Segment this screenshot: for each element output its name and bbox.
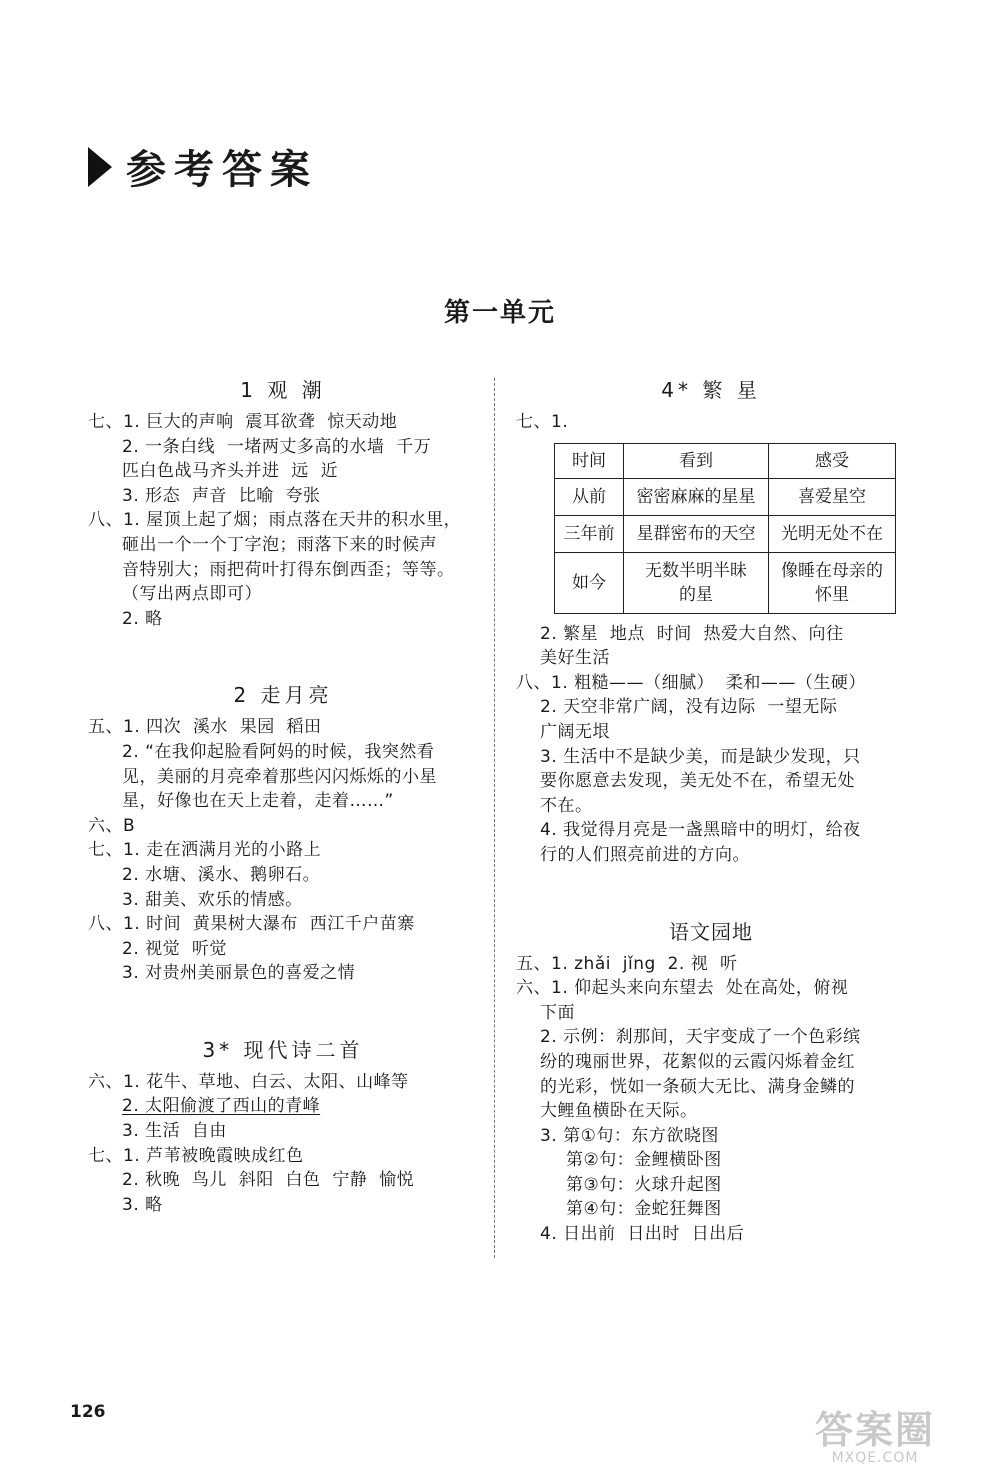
section-title-guanchao: 1 观 潮 <box>240 378 326 402</box>
answer-line: 纷的瑰丽世界，花絮似的云霞闪烁着金红 <box>540 1051 855 1072</box>
answer-line: 七、1. 巨大的声响 震耳欲聋 惊天动地 <box>88 412 398 432</box>
underlined-answer: 2. 太阳偷渡了西山的青峰 <box>122 1096 321 1117</box>
answer-line: 八、1. 粗糙——（细腻） 柔和——（生硬） <box>516 672 866 693</box>
answer-line: 五、1. zhǎi jǐng 2. 视 听 <box>516 953 738 974</box>
answer-line: 2. 示例：刹那间，天宇变成了一个色彩缤 <box>540 1027 861 1048</box>
answer-line: 2. 一条白线 一堵两丈多高的水墙 千万 <box>122 436 432 457</box>
table-cell: 像睡在母亲的 怀里 <box>769 552 896 613</box>
answer-line: 行的人们照亮前进的方向。 <box>540 844 750 865</box>
table-row <box>555 478 896 515</box>
table-cell: 星群密布的天空 <box>624 515 769 552</box>
table-row <box>555 443 896 478</box>
table-cell: 从前 <box>555 478 624 515</box>
table-cell: 光明无处不在 <box>769 515 896 552</box>
answer-line: 3. 对贵州美丽景色的喜爱之情 <box>122 963 356 984</box>
unit-title: 第一单元 <box>443 298 556 328</box>
table-cell: 时间 <box>555 443 624 478</box>
answer-line: 五、1. 四次 溪水 果园 稻田 <box>88 717 322 738</box>
table-cell: 如今 <box>555 552 624 613</box>
answer-line: 六、1. 仰起头来向东望去 处在高处，俯视 <box>516 978 849 999</box>
answer-line: 第②句：金鲤横卧图 <box>566 1150 722 1171</box>
table-cell: 密密麻麻的星星 <box>624 478 769 515</box>
answer-line: 4. 我觉得月亮是一盏黑暗中的明灯，给夜 <box>540 820 861 841</box>
answer-line: 2. “在我仰起脸看阿妈的时候，我突然看 <box>122 741 435 762</box>
answer-line: 七、1. <box>516 412 569 432</box>
answer-line: 第④句：金蛇狂舞图 <box>566 1199 722 1220</box>
section-title-zouyueliang: 2 走月亮 <box>233 683 333 708</box>
answer-line: 3. 略 <box>122 1194 163 1215</box>
answer-line: 美好生活 <box>540 648 610 669</box>
page-title: 参考答案 <box>126 146 318 193</box>
section-title-fanxing: 4* 繁 星 <box>661 378 761 402</box>
answer-line: 大鲤鱼横卧在天际。 <box>540 1101 698 1122</box>
watermark-text: 答案圈 <box>815 1407 936 1452</box>
left-column <box>88 370 478 1217</box>
answer-line: 2. 视觉 听觉 <box>122 938 227 959</box>
table-cell: 看到 <box>624 443 769 478</box>
answer-line: 要你愿意去发现，美无处不在，希望无处 <box>540 771 855 792</box>
answer-line: 3. 甜美、欢乐的情感。 <box>122 889 303 910</box>
answer-line: 第③句：火球升起图 <box>566 1174 722 1195</box>
answer-line: 六、B <box>88 815 136 836</box>
table-row <box>555 552 896 613</box>
answer-line: 3. 生活中不是缺少美，而是缺少发现，只 <box>540 746 861 767</box>
table-cell: 无数半明半昧 的星 <box>624 552 769 613</box>
answer-line: 不在。 <box>540 795 593 816</box>
answer-line: 匹白色战马齐头并进 远 近 <box>122 461 339 482</box>
answer-line: 星，好像也在天上走着，走着……” <box>122 791 394 812</box>
right-column <box>516 370 906 1247</box>
answer-line: 2. 水塘、溪水、鹅卵石。 <box>122 864 321 885</box>
answer-line: 的光彩，恍如一条硕大无比、满身金鳞的 <box>540 1076 855 1097</box>
play-triangle-icon <box>88 147 112 187</box>
section-title-xiandaishi: 3* 现代诗二首 <box>202 1037 364 1062</box>
table-cell: 感受 <box>769 443 896 478</box>
answer-table <box>554 443 896 614</box>
table-cell: 喜爱星空 <box>769 478 896 515</box>
answer-line: 3. 形态 声音 比喻 夸张 <box>122 485 321 506</box>
answer-line: （写出两点即可） <box>122 584 262 605</box>
answer-line: 2. 天空非常广阔，没有边际 一望无际 <box>540 697 838 718</box>
table-cell: 三年前 <box>555 515 624 552</box>
answer-line: 六、1. 花牛、草地、白云、太阳、山峰等 <box>88 1071 409 1092</box>
answer-line: 2. 秋晚 鸟儿 斜阳 白色 宁静 愉悦 <box>122 1170 415 1191</box>
answer-line: 砸出一个一个丁字泡；雨落下来的时候声 <box>122 534 437 555</box>
answer-line: 八、1. 时间 黄果树大瀑布 西江千户苗寨 <box>88 914 415 935</box>
answer-line: 见，美丽的月亮牵着那些闪闪烁烁的小星 <box>122 766 437 787</box>
answer-line: 2. 略 <box>122 608 163 629</box>
answer-line: 下面 <box>540 1002 575 1023</box>
answer-line: 4. 日出前 日出时 日出后 <box>540 1224 745 1245</box>
answer-line: 广阔无垠 <box>540 721 610 742</box>
answer-line: 八、1. 屋顶上起了烟；雨点落在天井的积水里， <box>88 510 462 531</box>
answer-line: 3. 生活 自由 <box>122 1121 227 1142</box>
column-divider <box>494 378 495 1258</box>
table-row <box>555 515 896 552</box>
answer-line: 七、1. 芦苇被晚霞映成红色 <box>88 1145 304 1166</box>
answer-line: 音特别大；雨把荷叶打得东倒西歪；等等。 <box>122 559 455 580</box>
watermark-url: MXQE.COM <box>831 1450 919 1466</box>
answer-line: 2. 繁星 地点 时间 热爱大自然、向往 <box>540 623 844 644</box>
section-title-yuwenyuandi: 语文园地 <box>669 919 753 944</box>
header <box>88 138 318 195</box>
page-number: 126 <box>70 1402 106 1422</box>
watermark-logo <box>815 1407 936 1466</box>
answer-line: 七、1. 走在洒满月光的小路上 <box>88 840 322 861</box>
answer-line: 3. 第①句：东方欲晓图 <box>540 1125 719 1146</box>
